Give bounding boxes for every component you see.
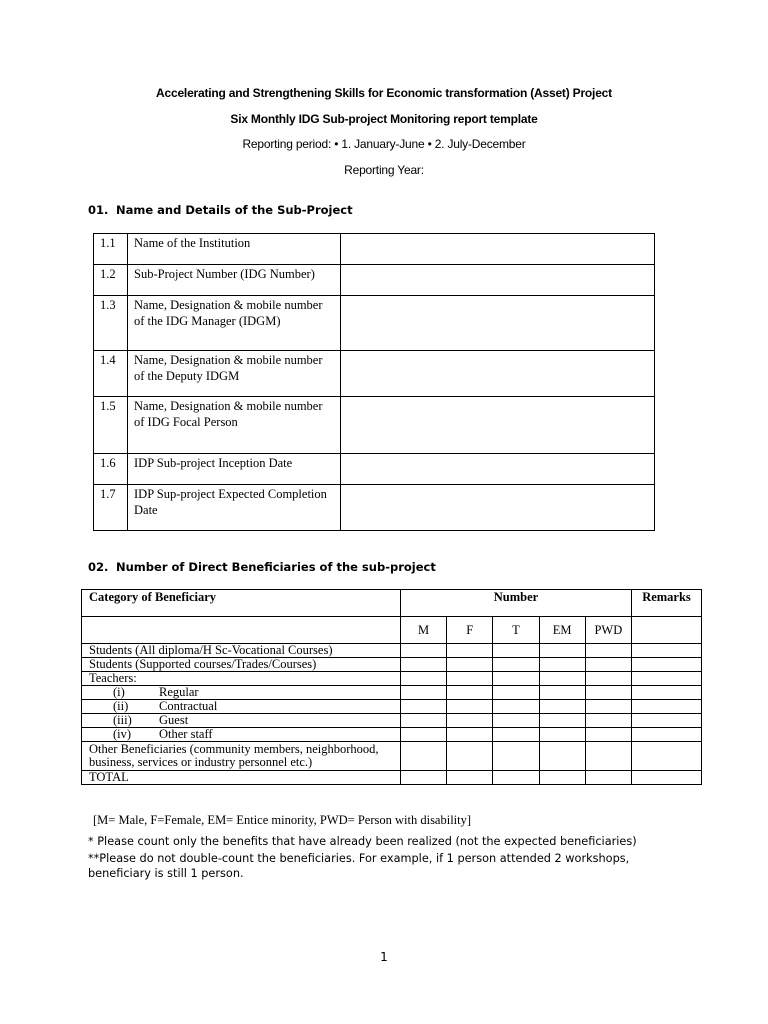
row-label: Name, Designation & mobile number of IDG Focal Person — [128, 397, 341, 454]
footnote-1: * Please count only the benefits that have already been realized (not the expected beneficiaries) — [88, 835, 637, 848]
category-label — [82, 700, 401, 714]
table-row — [82, 644, 702, 658]
row-label: Sub-Project Number (IDG Number) — [128, 265, 341, 296]
roman-numeral: (iii) — [113, 713, 132, 727]
em-cell[interactable] — [539, 771, 585, 785]
row-number: 1.7 — [94, 485, 128, 531]
roman-numeral: (i) — [113, 685, 125, 699]
row-value-field[interactable] — [341, 485, 655, 531]
m-cell[interactable] — [401, 672, 447, 686]
t-cell[interactable] — [493, 686, 539, 700]
t-cell[interactable] — [493, 714, 539, 728]
row-number: 1.3 — [94, 296, 128, 351]
table-row — [94, 351, 655, 397]
row-number: 1.5 — [94, 397, 128, 454]
report-template-title: Six Monthly IDG Sub-project Monitoring report template — [230, 112, 538, 126]
f-cell[interactable] — [447, 728, 493, 742]
table-row — [82, 686, 702, 700]
row-value-field[interactable] — [341, 454, 655, 485]
section-2-title: Number of Direct Beneficiaries of the sub-project — [116, 560, 436, 574]
table-row — [94, 485, 655, 531]
row-number: 1.1 — [94, 234, 128, 265]
category-label: Students (Supported courses/Trades/Courses) — [82, 658, 401, 672]
page-number: 1 — [380, 950, 388, 964]
f-cell[interactable] — [447, 700, 493, 714]
table-row — [94, 454, 655, 485]
table-row — [82, 658, 702, 672]
column-header-f: F — [447, 617, 493, 644]
row-number: 1.4 — [94, 351, 128, 397]
table-row — [94, 397, 655, 454]
footnote-2: **Please do not double-count the beneficiaries. For example, if 1 person attended 2 workshops, beneficiary is still 1 person. — [88, 852, 630, 880]
abbreviation-legend: [M= Male, F=Female, EM= Entice minority, PWD= Person with disability] — [93, 813, 472, 827]
category-label: Students (All diploma/H Sc-Vocational Courses) — [82, 644, 401, 658]
blank-cell — [632, 617, 702, 644]
row-value-field[interactable] — [341, 234, 655, 265]
pwd-cell[interactable] — [585, 686, 631, 700]
row-number: 1.6 — [94, 454, 128, 485]
reporting-year: Reporting Year: — [344, 163, 424, 177]
category-label — [82, 714, 401, 728]
m-cell[interactable] — [401, 771, 447, 785]
em-cell[interactable] — [539, 700, 585, 714]
section-1-heading — [88, 203, 353, 217]
em-cell[interactable] — [539, 644, 585, 658]
t-cell[interactable] — [493, 672, 539, 686]
category-label: Teachers: — [82, 672, 401, 686]
remarks-cell[interactable] — [632, 714, 702, 728]
t-cell[interactable] — [493, 644, 539, 658]
subcategory-label: Other staff — [159, 727, 213, 741]
subcategory-label: Regular — [159, 685, 199, 699]
row-value-field[interactable] — [341, 265, 655, 296]
row-value-field[interactable] — [341, 351, 655, 397]
section-1-number: 01. — [88, 203, 109, 217]
table-row — [94, 234, 655, 265]
t-cell[interactable] — [493, 728, 539, 742]
column-header-pwd: PWD — [585, 617, 631, 644]
t-cell[interactable] — [493, 700, 539, 714]
row-value-field[interactable] — [341, 397, 655, 454]
remarks-header: Remarks — [632, 590, 702, 617]
category-header: Category of Beneficiary — [82, 590, 401, 617]
table-row — [82, 742, 702, 771]
subcategory-label: Contractual — [159, 699, 218, 713]
remarks-cell[interactable] — [632, 644, 702, 658]
f-cell[interactable] — [447, 714, 493, 728]
pwd-cell[interactable] — [585, 742, 631, 771]
remarks-cell[interactable] — [632, 658, 702, 672]
roman-numeral: (iv) — [113, 727, 132, 741]
number-header: Number — [401, 590, 632, 617]
em-cell[interactable] — [539, 672, 585, 686]
remarks-cell[interactable] — [632, 728, 702, 742]
table-subheader-row — [82, 617, 702, 644]
project-title: Accelerating and Strengthening Skills for Economic transformation (Asset) Project — [156, 86, 612, 100]
pwd-cell[interactable] — [585, 644, 631, 658]
f-cell[interactable] — [447, 686, 493, 700]
table-row — [94, 296, 655, 351]
pwd-cell[interactable] — [585, 672, 631, 686]
table-row — [82, 714, 702, 728]
table-row — [82, 672, 702, 686]
remarks-cell[interactable] — [632, 700, 702, 714]
sub-project-details-table — [93, 233, 655, 531]
row-number: 1.2 — [94, 265, 128, 296]
table-header-row — [82, 590, 702, 617]
t-cell[interactable] — [493, 742, 539, 771]
em-cell[interactable] — [539, 742, 585, 771]
row-label: IDP Sup-project Expected Completion Date — [128, 485, 341, 531]
em-cell[interactable] — [539, 714, 585, 728]
m-cell[interactable] — [401, 644, 447, 658]
table-row — [94, 265, 655, 296]
row-label: IDP Sub-project Inception Date — [128, 454, 341, 485]
category-label: Other Beneficiaries (community members, neighborhood, business, services or industry personnel etc.) — [82, 742, 401, 771]
f-cell[interactable] — [447, 672, 493, 686]
column-header-m: M — [401, 617, 447, 644]
t-cell[interactable] — [493, 658, 539, 672]
category-label — [82, 728, 401, 742]
section-2-heading — [88, 560, 436, 574]
blank-cell — [82, 617, 401, 644]
m-cell[interactable] — [401, 658, 447, 672]
total-label: TOTAL — [82, 771, 401, 785]
m-cell[interactable] — [401, 686, 447, 700]
f-cell[interactable] — [447, 742, 493, 771]
t-cell[interactable] — [493, 771, 539, 785]
pwd-cell[interactable] — [585, 728, 631, 742]
subcategory-label: Guest — [159, 713, 189, 727]
em-cell[interactable] — [539, 686, 585, 700]
column-header-em: EM — [539, 617, 585, 644]
beneficiaries-table — [81, 589, 702, 785]
table-row — [82, 700, 702, 714]
f-cell[interactable] — [447, 658, 493, 672]
m-cell[interactable] — [401, 714, 447, 728]
remarks-cell[interactable] — [632, 742, 702, 771]
row-label: Name, Designation & mobile number of the IDG Manager (IDGM) — [128, 296, 341, 351]
em-cell[interactable] — [539, 658, 585, 672]
em-cell[interactable] — [539, 728, 585, 742]
f-cell[interactable] — [447, 644, 493, 658]
table-row — [82, 728, 702, 742]
section-1-title: Name and Details of the Sub-Project — [116, 203, 353, 217]
row-label: Name, Designation & mobile number of the Deputy IDGM — [128, 351, 341, 397]
section-2-number: 02. — [88, 560, 109, 574]
remarks-cell[interactable] — [632, 672, 702, 686]
row-value-field[interactable] — [341, 296, 655, 351]
m-cell[interactable] — [401, 728, 447, 742]
pwd-cell[interactable] — [585, 771, 631, 785]
table-row — [82, 771, 702, 785]
row-label: Name of the Institution — [128, 234, 341, 265]
f-cell[interactable] — [447, 771, 493, 785]
remarks-cell[interactable] — [632, 686, 702, 700]
column-header-t: T — [493, 617, 539, 644]
pwd-cell[interactable] — [585, 700, 631, 714]
m-cell[interactable] — [401, 742, 447, 771]
category-label — [82, 686, 401, 700]
pwd-cell[interactable] — [585, 658, 631, 672]
reporting-period: Reporting period: • 1. January-June • 2. July-December — [242, 137, 526, 151]
m-cell[interactable] — [401, 700, 447, 714]
pwd-cell[interactable] — [585, 714, 631, 728]
remarks-cell[interactable] — [632, 771, 702, 785]
roman-numeral: (ii) — [113, 699, 129, 713]
